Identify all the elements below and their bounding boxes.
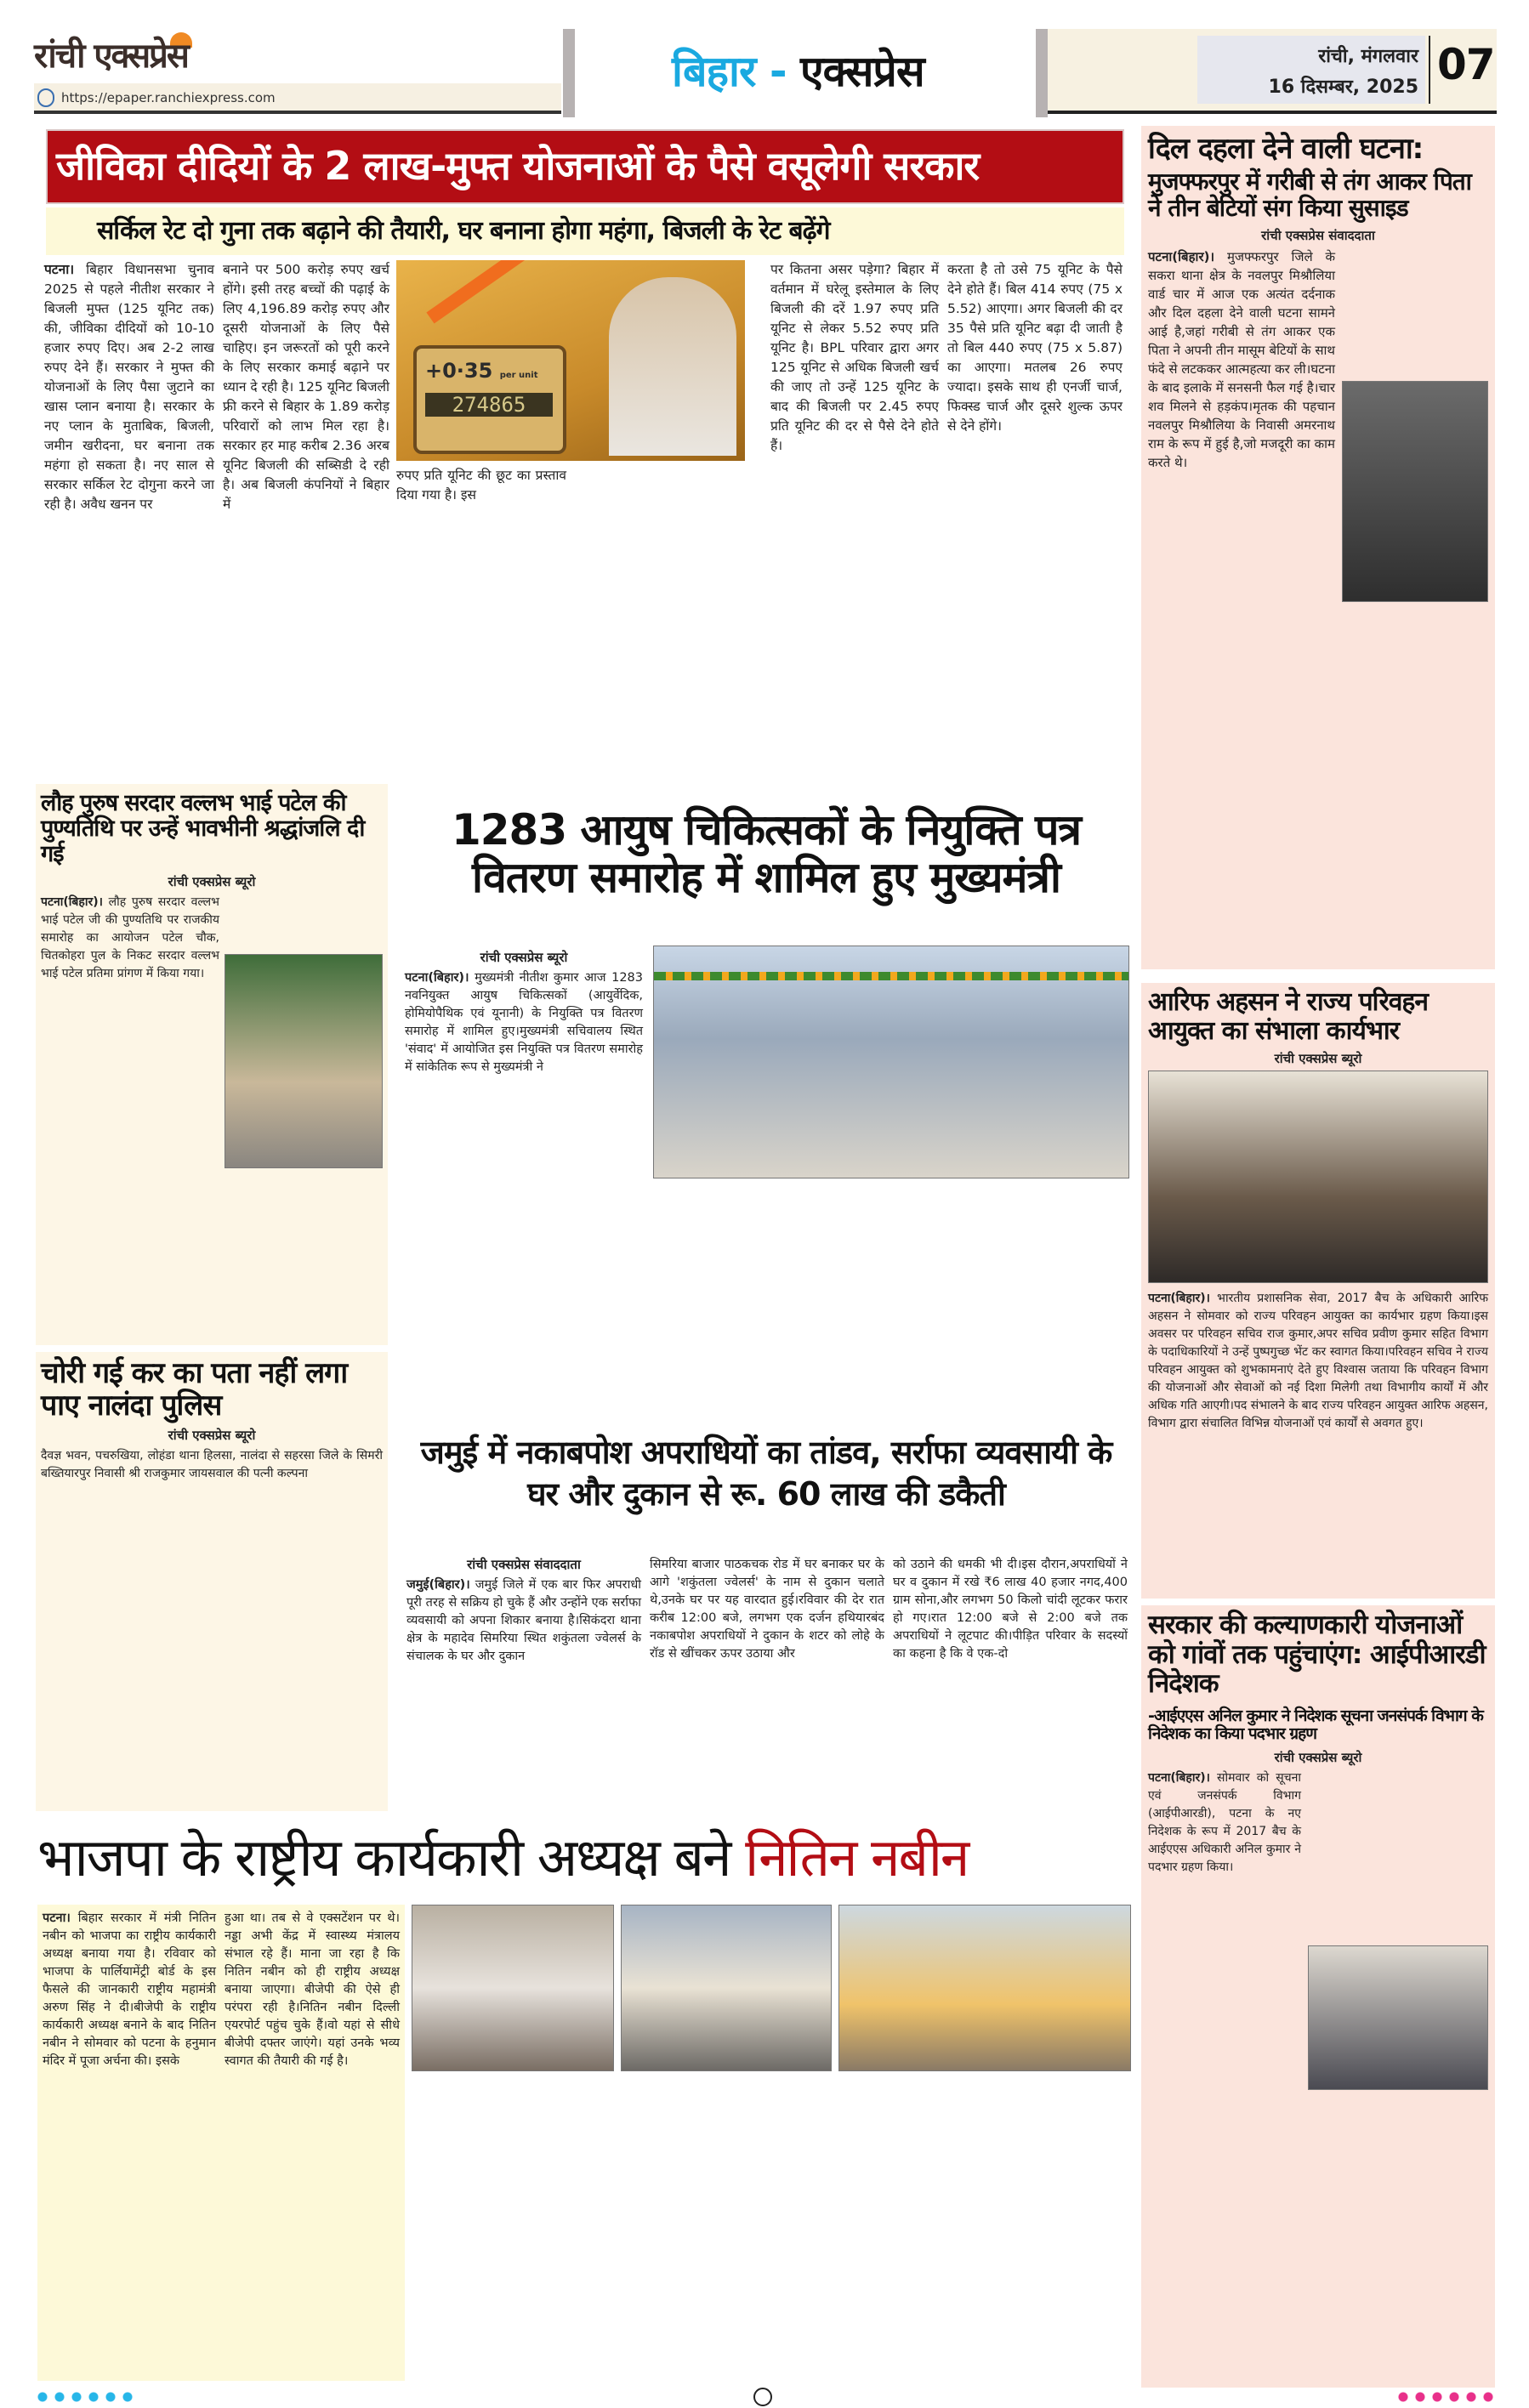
meter-body [413, 345, 566, 454]
bjp-photo-collage-2 [621, 1905, 832, 2071]
ayush-byline-block [405, 944, 643, 1076]
bjp-col-2: हुआ था। तब से वे एक्सटेंशन पर थे। नड्डा अभी केंद्र में स्वास्थ्य मंत्रालय संभाल रहे हैं। माना जा रहा है कि नितिन नबीन को ही राष्ट्रीय अध्यक्ष बनाया जाएगा। बीजेपी की ऐसे ही परंपरा रही है।नितिन नबीन दिल्ली एयरपोर्ट पहुंच चुके हैं।वो यहां से सीधे बीजेपी दफ्तर जाएंगे। यहां उनके भव्य स्वागत की तैयारी की गई है। [225, 1911, 400, 2068]
arif-byline: रांची एक्सप्रेस ब्यूरो [1274, 1051, 1362, 1067]
suicide-body [1148, 247, 1335, 472]
patel-byline: रांची एक्सप्रेस ब्यूरो [168, 873, 256, 889]
lead-subheadline-bar [46, 207, 1124, 255]
garland-decoration [654, 972, 1128, 980]
jamui-col-1 [406, 1556, 641, 1666]
jamui-body-1 [406, 1576, 641, 1666]
iprd-byline: रांची एक्सप्रेस ब्यूरो [1274, 1749, 1362, 1765]
date-panel [1048, 29, 1497, 114]
suicide-story [1141, 126, 1495, 969]
jamui-byline: रांची एक्सप्रेस संवाददाता [467, 1557, 581, 1572]
lead-col-5 [770, 260, 939, 456]
section-title-sep: - [755, 47, 801, 96]
lead-text-1: बिहार विधानसभा चुनाव 2025 से पहले नीतीश सरकार ने बिजली मुफ्त (125 यूनिट तक) की, जीविका दीदियों को 10-10 हजार रुपए दिए। अब 2-2 लाख रुपए देने हैं। सरकार ने मुफ्त की योजनाओं के लिए पैसा जुटाने का खास प्लान बनाया है। सरकार के नए प्लान के मुताबिक, बिजली, जमीन खरीदना, घर बनाना तक महंगा हो सकता है। नए साल से सरकार सर्किल रेट दोगुना करने जा रही है। अवैध खनन पर [44, 262, 214, 512]
suicide-headline-1: दिल दहला देने वाली घटना: [1148, 132, 1424, 166]
bjp-headline-box [37, 1828, 1131, 1900]
nalanda-story [36, 1352, 388, 1811]
patel-story [36, 784, 388, 1345]
lead-subheadline: सर्किल रेट दो गुना तक बढ़ाने की तैयारी, घर बनाना होगा महंगा, बिजली के रेट बढ़ेंगे [97, 216, 830, 246]
logo-text: रांची एक्सप्रेस [34, 37, 188, 76]
iprd-body [1148, 1769, 1301, 1877]
section-title-bihar: बिहार [672, 47, 756, 96]
suicide-headline-2: मुजफ्फरपुर में गरीबी से तंग आकर पिता ने तीन बेटियों संग किया सुसाइड [1148, 168, 1471, 223]
lead-dateline: पटना। [44, 262, 75, 277]
color-registration-right [1395, 2391, 1497, 2403]
lead-text-5: पर कितना असर पड़ेगा? बिहार में वर्तमान में घरेलू इस्तेमाल के लिए बिजली की दरें 1.97 रुपए प्रति यूनिट से लेकर 5.52 रुपए प्रति यूनिट है। BPL परिवार द्वारा अगर 125 यूनिट से अधिक बिजली खर्च की जाए तो उन्हें 125 यूनिट के बाद की बिजली पर 2.45 रुपए प्रति यूनिट की दर से पैसे देने होते हैं। [770, 262, 939, 453]
lead-text-6: करता है तो उसे 75 यूनिट के पैसे देने होते हैं। बिल 414 रुपए (75 x 5.52) आएगा। अगर बिजली की दर 35 पैसे प्रति यूनिट बढ़ा दी जाती है तो बिल 440 रुपए (75 x 5.87) का आएगा। मतलब 26 रुपए ज्यादा। इसके साथ ही एनर्जी चार्ज, फिक्स्ड चार्ज और दूसरे शुल्क ऊपर से देने होंगे। [947, 262, 1123, 434]
bjp-photo-collage-1 [412, 1905, 614, 2071]
bjp-headline [37, 1828, 968, 1887]
ayush-ceremony-photo [653, 946, 1129, 1178]
jamui-dateline: जमुई(बिहार)। [406, 1578, 470, 1592]
bjp-photo-temple [838, 1905, 1131, 2071]
jamui-headline: जमुई में नकाबपोश अपराधियों का तांडव, सर्राफा व्यवसायी के घर और दुकान से रू. 60 लाख की डकैती [420, 1434, 1112, 1514]
lead-col-6 [947, 260, 1123, 436]
color-registration-left [34, 2391, 136, 2403]
jamui-text-1: जमुई जिले में एक बार फिर अपराधी पूरी तरह से सक्रिय हो चुके हैं और उन्होंने एक सर्राफा व्यवसायी को अपना शिकार बनाया है।सिकंदरा थाना क्षेत्र के महादेव सिमरिया स्थित शकुंतला ज्वेलर्स के संचालक के घर और दुकान [406, 1578, 641, 1663]
suicide-text: मुजफ्फरपुर जिले के सकरा थाना क्षेत्र के नवलपुर मिश्रौलिया वार्ड चार में आज एक अत्यंत दर्दनाक और दिल दहला देने वाली घटना सामने आई है,जहां गरीबी से तंग आकर एक पिता ने अपनी तीन मासूम बेटियों के साथ फंदे से लटककर आत्महत्या कर ली।घटना के बाद इलाके में सनसनी फैल गई है।चार शव मिलने से हड़कंप।मृतक की पहचान नवलपुर मिश्रौलिया के निवासी अमरनाथ राम के रूप में हुई है,जो मजदूरी का काम करते थे। [1148, 248, 1335, 470]
lead-col-1 [44, 260, 214, 514]
page-number: 07 [1437, 40, 1495, 89]
patel-dateline: पटना(बिहार)। [41, 894, 103, 909]
patel-text: लौह पुरुष सरदार वल्लभ भाई पटेल जी की पुण्यतिथि पर राजकीय समारोह का आयोजन पटेल चौक, चितकोहरा पुल के निकट सरदार वल्लभ भाई पटेल प्रतिमा प्रांगण में किया गया। [41, 894, 220, 980]
lead-headline-banner [46, 129, 1124, 204]
electricity-meter-image [396, 260, 745, 461]
arif-text: भारतीय प्रशासनिक सेवा, 2017 बैच के अधिकारी आरिफ अहसन ने सोमवार को राज्य परिवहन आयुक्त का कार्यभार ग्रहण किया।इस अवसर पर परिवहन सचिव राज कुमार,अपर सचिव प्रवीण कुमार सहित विभाग के पदाधिकारियों ने उन्हें पुष्पगुच्छ भेंट कर स्वागत किया।परिवहन सचिव ने राज्य परिवहन आयुक्त को शुभकामनाएं देते हुए विश्वास जताया कि परिवहन विभाग की योजनाओं और सेवाओं को नई दिशा मिलेगी तथा विभागीय कार्यों में और अधिक गति आएगी।पद संभालने के बाद राज्य परिवहन आयुक्त आरिफ अहसन, विभाग द्वारा संचालित विभिन्न योजनाओं एवं कार्यों से अवगत हुए। [1148, 1292, 1488, 1431]
jamui-col-3: को उठाने की धमकी भी दी।इस दौरान,अपराधियों ने घर व दुकान में रखे ₹6 लाख 40 हजार नगद,400 ग्राम सोना,और लगभग 50 किलो चांदी लूटकर फरार हो गए।रात 12:00 बजे से 2:00 बजे तक अपराधियों ने लूटपाट की।पीड़ित परिवार के सदस्यों का कहना है कि वे एक-दो [893, 1558, 1128, 1661]
lead-headline: जीविका दीदियों के 2 लाख-मुफ्त योजनाओं के पैसे वसूलेगी सरकार [56, 143, 980, 190]
arif-story [1141, 983, 1495, 1599]
bjp-col-1 [43, 1910, 216, 2070]
lead-col-3 [396, 466, 566, 505]
section-title [672, 48, 924, 95]
iprd-text: सोमवार को सूचना एवं जनसंपर्क विभाग (आईपीआरडी), पटना के नए निदेशक के रूप में 2017 बैच के आईएएस अधिकारी अनिल कुमार ने पदभार ग्रहण किया। [1148, 1770, 1301, 1874]
issue-date: 16 दिसम्बर, 2025 [1268, 77, 1418, 98]
date-divider [1429, 36, 1430, 104]
arif-body [1148, 1290, 1488, 1433]
lead-text-3: रुपए प्रति यूनिट की छूट का प्रस्ताव दिया गया है। इस [396, 468, 566, 503]
city-day: रांची, मंगलवार [1318, 46, 1418, 67]
ayush-body [405, 969, 643, 1076]
epaper-url[interactable]: https://epaper.ranchiexpress.com [61, 90, 276, 105]
meter-rate [425, 359, 538, 383]
nalanda-byline: रांची एक्सप्रेस ब्यूरो [168, 1428, 256, 1444]
ayush-dateline: पटना(बिहार)। [405, 971, 469, 985]
meter-reading: 274865 [425, 393, 553, 417]
lead-text-2: बनाने पर 500 करोड़ रुपए खर्च होंगे। इसी तरह बच्चों की पढ़ाई के लिए 4,196.89 करोड़ रुपए और दूसरी योजनाओं के लिए पैसे चाहिए। इन जरूरतों को पूरी करने के लिए सरकार कमाई बढ़ाने पर ध्यान दे रही है। 125 यूनिट बिजली फ्री करने से बिहार के 1.89 करोड़ परिवारों को लाभ मिल रहा है। सरकार हर माह करीब 2.36 अरब यूनिट बिजली की सब्सिडी दे रही है। अब बिजली कंपनियों ने बिहार में [223, 262, 389, 512]
cm-portrait [609, 277, 736, 456]
nalanda-body: दैवज्ञ भवन, पचरुखिया, लोहंडा थाना हिलसा, नालंदा से सहरसा जिले के सिमरी बख्तियारपुर निवासी श्री राजकुमार जायसवाल की पत्नी कल्पना [41, 1449, 383, 1481]
iprd-subheadline: -आईएएस अनिल कुमार ने निदेशक सूचना जनसंपर्क विभाग के निदेशक का किया पदभार ग्रहण [1148, 1707, 1483, 1744]
bjp-headline-main: भाजपा के राष्ट्रीय कार्यकारी अध्यक्ष बने [37, 1828, 730, 1888]
fingerprint-icon [37, 88, 54, 107]
bjp-headline-name: नितिन नबीन [745, 1828, 969, 1888]
crosshair-mark-icon [753, 2388, 772, 2406]
iprd-headline: सरकार की कल्याणकारी योजनाओं को गांवों तक पहुंचाएंग: आईपीआरडी निदेशक [1148, 1610, 1486, 1700]
section-title-express: एक्सप्रेस [800, 47, 924, 96]
meter-rate-unit: per unit [499, 371, 538, 380]
suicide-dateline: पटना(बिहार)। [1148, 248, 1215, 264]
arif-headline: आरिफ अहसन ने राज्य परिवहन आयुक्त का संभाला कार्यभार [1148, 987, 1428, 1046]
ayush-text: मुख्यमंत्री नीतीश कुमार आज 1283 नवनियुक्त आयुष चिकित्सकों (आयुर्वेदिक, होमियोपैथिक एवं यूनानी) के नियुक्ति पत्र वितरण समारोह में शामिल हुए।मुख्यमंत्री सचिवालय स्थित 'संवाद' में आयोजित इस नियुक्ति पत्र वितरण समारोह में सांकेतिक रूप से मुख्यमंत्री ने [405, 971, 643, 1074]
lead-col-2 [223, 260, 389, 514]
patel-body [41, 894, 219, 983]
patel-tribute-photo [225, 954, 383, 1168]
bjp-dateline: पटना। [43, 1911, 71, 1925]
patel-headline: लौह पुरुष सरदार वल्लभ भाई पटेल की पुण्यतिथि पर उन्हें भावभीनी श्रद्धांजलि दी गई [41, 790, 365, 868]
arif-dateline: पटना(बिहार)। [1148, 1292, 1210, 1306]
masthead-logo [34, 32, 306, 83]
ayush-byline: रांची एक्सप्रेस ब्यूरो [480, 950, 568, 965]
iprd-story [1141, 1605, 1495, 2388]
suicide-photo [1342, 381, 1488, 602]
suicide-byline: रांची एक्सप्रेस संवाददाता [1261, 227, 1375, 243]
meter-rate-value: +0·35 [425, 359, 493, 383]
iprd-dateline: पटना(बिहार)। [1148, 1770, 1210, 1785]
nalanda-headline: चोरी गई कर का पता नहीं लगा पाए नालंदा पुलिस [41, 1356, 348, 1423]
iprd-photo [1308, 1945, 1488, 2090]
ayush-headline: 1283 आयुष चिकित्सकों के नियुक्ति पत्र वितरण समारोह में शामिल हुए मुख्यमंत्री [451, 805, 1082, 902]
bjp-text-1: बिहार सरकार में मंत्री नितिन नबीन को भाजपा का राष्ट्रीय कार्यकारी अध्यक्ष बनाया गया है। रविवार को भाजपा के पार्लियामेंट्री बोर्ड के इस फैसले की जानकारी राष्ट्रीय महामंत्री अरुण सिंह ने दी।बीजेपी के राष्ट्रीय कार्यकारी अध्यक्ष बनाने के बाद नितिन नबीन ने सोमवार को पटना के हनुमान मंदिर में पूजा अर्चना की। इसके [43, 1911, 216, 2068]
jamui-col-2: सिमरिया बाजार पाठकचक रोड में घर बनाकर घर के आगे 'शकुंतला ज्वेलर्स' के नाम से दुकान चलाते थे,उनके घर पर यह वारदात हुई।रविवार की देर रात करीब 12:00 बजे, लगभग एक दर्जन हथियारबंद नकाबपोश अपराधियों ने दुकान के शटर को लोहे के रॉड से खींचकर ऊपर उठाया और [650, 1558, 884, 1661]
epaper-url-bar [34, 83, 561, 114]
arif-photo [1148, 1071, 1488, 1283]
